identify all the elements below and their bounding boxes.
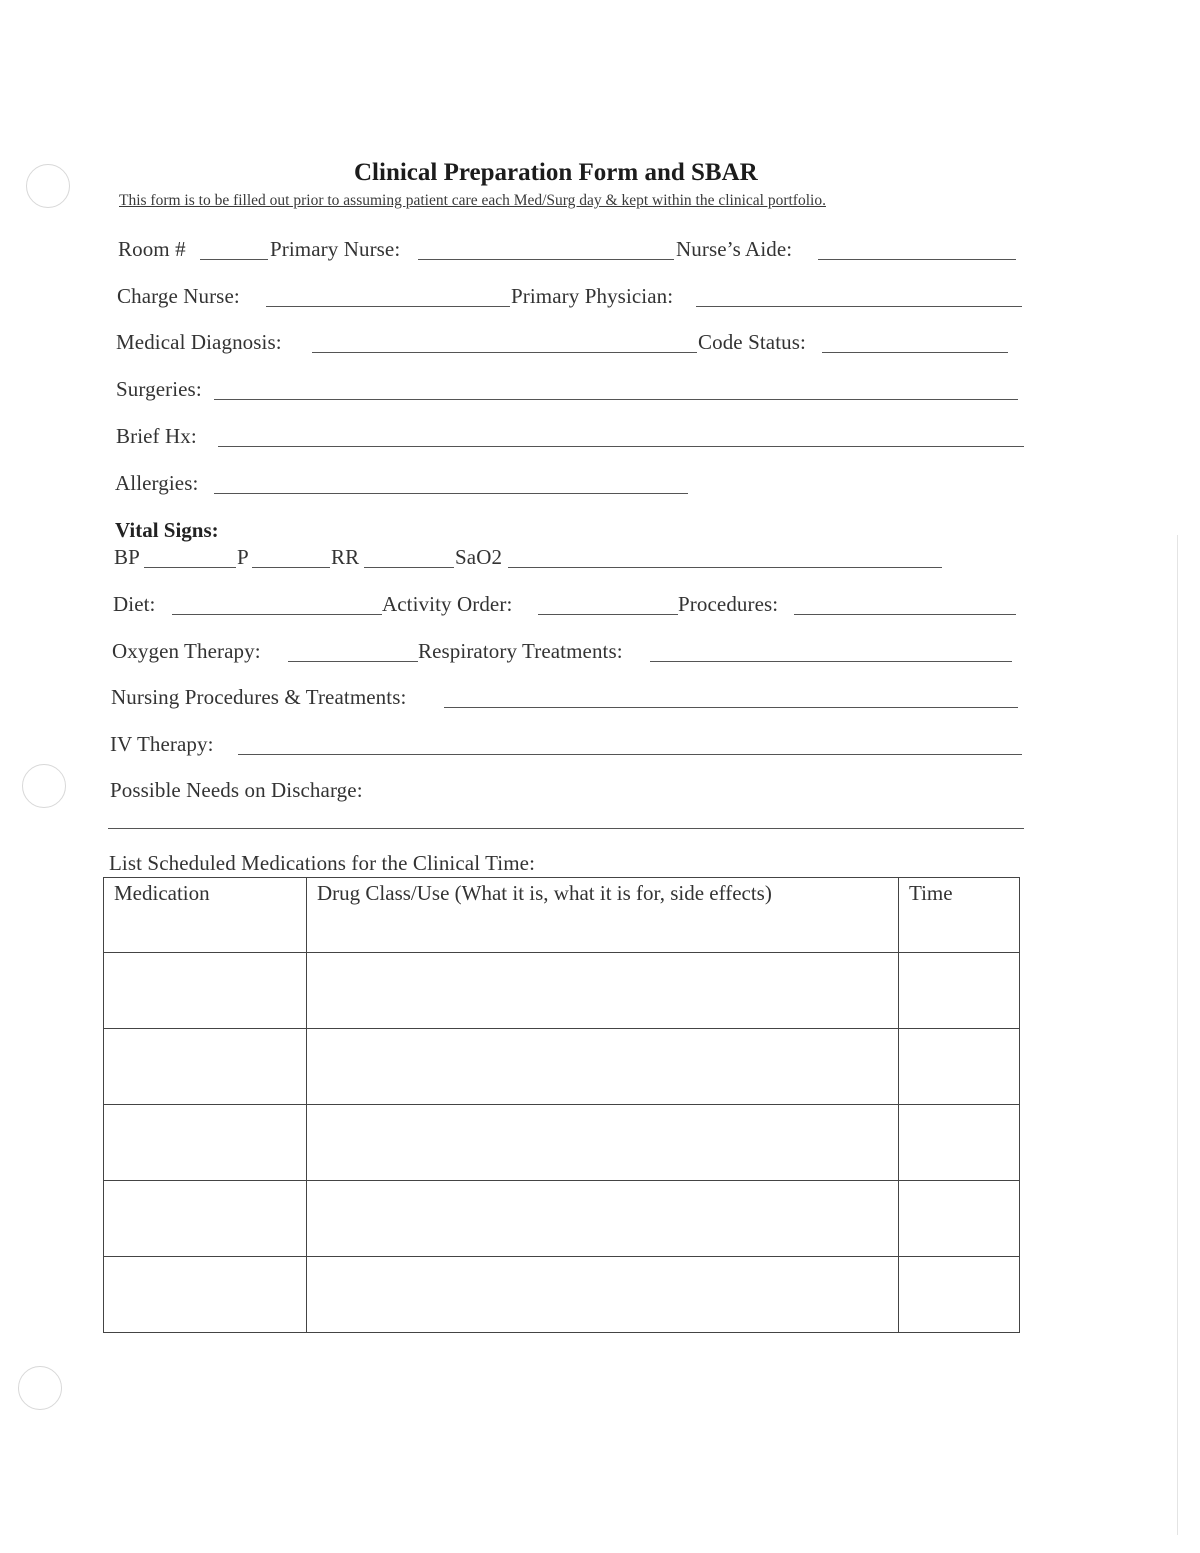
primary-nurse-field[interactable] bbox=[418, 259, 674, 260]
table-row bbox=[104, 1257, 1020, 1333]
primary-nurse-label: Primary Nurse: bbox=[270, 237, 401, 261]
primary-physician-label: Primary Physician: bbox=[511, 284, 674, 308]
surgeries-label: Surgeries: bbox=[116, 377, 202, 401]
drug-class-column-header: Drug Class/Use (What it is, what it is for, side effects) bbox=[307, 878, 899, 953]
sao2-field[interactable] bbox=[508, 567, 942, 568]
table-row bbox=[104, 1105, 1020, 1181]
medication-cell[interactable] bbox=[104, 1257, 307, 1333]
time-cell[interactable] bbox=[899, 1105, 1020, 1181]
brief-hx-field[interactable] bbox=[218, 446, 1024, 447]
scan-edge bbox=[1177, 535, 1178, 1535]
primary-physician-field[interactable] bbox=[696, 306, 1022, 307]
medications-header-row bbox=[104, 878, 1020, 953]
oxygen-therapy-field[interactable] bbox=[288, 661, 418, 662]
drug-class-cell[interactable] bbox=[307, 953, 899, 1029]
medications-table bbox=[103, 877, 1020, 1333]
procedures-field[interactable] bbox=[794, 614, 1016, 615]
form-title: Clinical Preparation Form and SBAR bbox=[354, 159, 758, 186]
discharge-needs-label: Possible Needs on Discharge: bbox=[110, 778, 363, 802]
sao2-label: SaO2 bbox=[455, 545, 503, 569]
medications-caption: List Scheduled Medications for the Clinical Time: bbox=[109, 851, 536, 875]
bp-field[interactable] bbox=[144, 567, 236, 568]
table-row bbox=[104, 1029, 1020, 1105]
form-instructions: This form is to be filled out prior to assuming patient care each Med/Surg day & kept within the clinical portfolio. bbox=[119, 192, 826, 209]
rr-label: RR bbox=[331, 545, 360, 569]
respiratory-treatments-label: Respiratory Treatments: bbox=[418, 639, 623, 663]
charge-nurse-label: Charge Nurse: bbox=[117, 284, 240, 308]
room-field[interactable] bbox=[200, 259, 268, 260]
time-cell[interactable] bbox=[899, 1257, 1020, 1333]
nurses-aide-field[interactable] bbox=[818, 259, 1016, 260]
medication-column-header: Medication bbox=[104, 878, 307, 953]
medication-cell[interactable] bbox=[104, 1105, 307, 1181]
nursing-procedures-field[interactable] bbox=[444, 707, 1018, 708]
pulse-label: P bbox=[237, 545, 249, 569]
binder-hole-middle bbox=[22, 764, 66, 808]
room-label: Room # bbox=[118, 237, 186, 261]
charge-nurse-field[interactable] bbox=[266, 306, 510, 307]
table-row bbox=[104, 1181, 1020, 1257]
time-column-header: Time bbox=[899, 878, 1020, 953]
nursing-procedures-label: Nursing Procedures & Treatments: bbox=[111, 685, 407, 709]
respiratory-treatments-field[interactable] bbox=[650, 661, 1012, 662]
medication-cell[interactable] bbox=[104, 1181, 307, 1257]
oxygen-therapy-label: Oxygen Therapy: bbox=[112, 639, 261, 663]
medication-cell[interactable] bbox=[104, 1029, 307, 1105]
vital-signs-heading: Vital Signs: bbox=[115, 518, 219, 542]
diet-label: Diet: bbox=[113, 592, 156, 616]
medical-diagnosis-field[interactable] bbox=[312, 352, 697, 353]
code-status-field[interactable] bbox=[822, 352, 1008, 353]
binder-hole-bottom bbox=[18, 1366, 62, 1410]
activity-order-field[interactable] bbox=[538, 614, 678, 615]
allergies-field[interactable] bbox=[214, 493, 688, 494]
table-row bbox=[104, 953, 1020, 1029]
bp-label: BP bbox=[114, 545, 140, 569]
iv-therapy-field[interactable] bbox=[238, 754, 1022, 755]
discharge-needs-field[interactable] bbox=[108, 828, 1024, 829]
time-cell[interactable] bbox=[899, 953, 1020, 1029]
diet-field[interactable] bbox=[172, 614, 382, 615]
code-status-label: Code Status: bbox=[698, 330, 806, 354]
medication-cell[interactable] bbox=[104, 953, 307, 1029]
medical-diagnosis-label: Medical Diagnosis: bbox=[116, 330, 282, 354]
time-cell[interactable] bbox=[899, 1029, 1020, 1105]
activity-order-label: Activity Order: bbox=[382, 592, 513, 616]
iv-therapy-label: IV Therapy: bbox=[110, 732, 214, 756]
rr-field[interactable] bbox=[364, 567, 454, 568]
drug-class-cell[interactable] bbox=[307, 1029, 899, 1105]
drug-class-cell[interactable] bbox=[307, 1105, 899, 1181]
drug-class-cell[interactable] bbox=[307, 1181, 899, 1257]
brief-hx-label: Brief Hx: bbox=[116, 424, 197, 448]
pulse-field[interactable] bbox=[252, 567, 330, 568]
binder-hole-top bbox=[26, 164, 70, 208]
time-cell[interactable] bbox=[899, 1181, 1020, 1257]
procedures-label: Procedures: bbox=[678, 592, 779, 616]
allergies-label: Allergies: bbox=[115, 471, 199, 495]
nurses-aide-label: Nurse’s Aide: bbox=[676, 237, 793, 261]
surgeries-field[interactable] bbox=[214, 399, 1018, 400]
drug-class-cell[interactable] bbox=[307, 1257, 899, 1333]
